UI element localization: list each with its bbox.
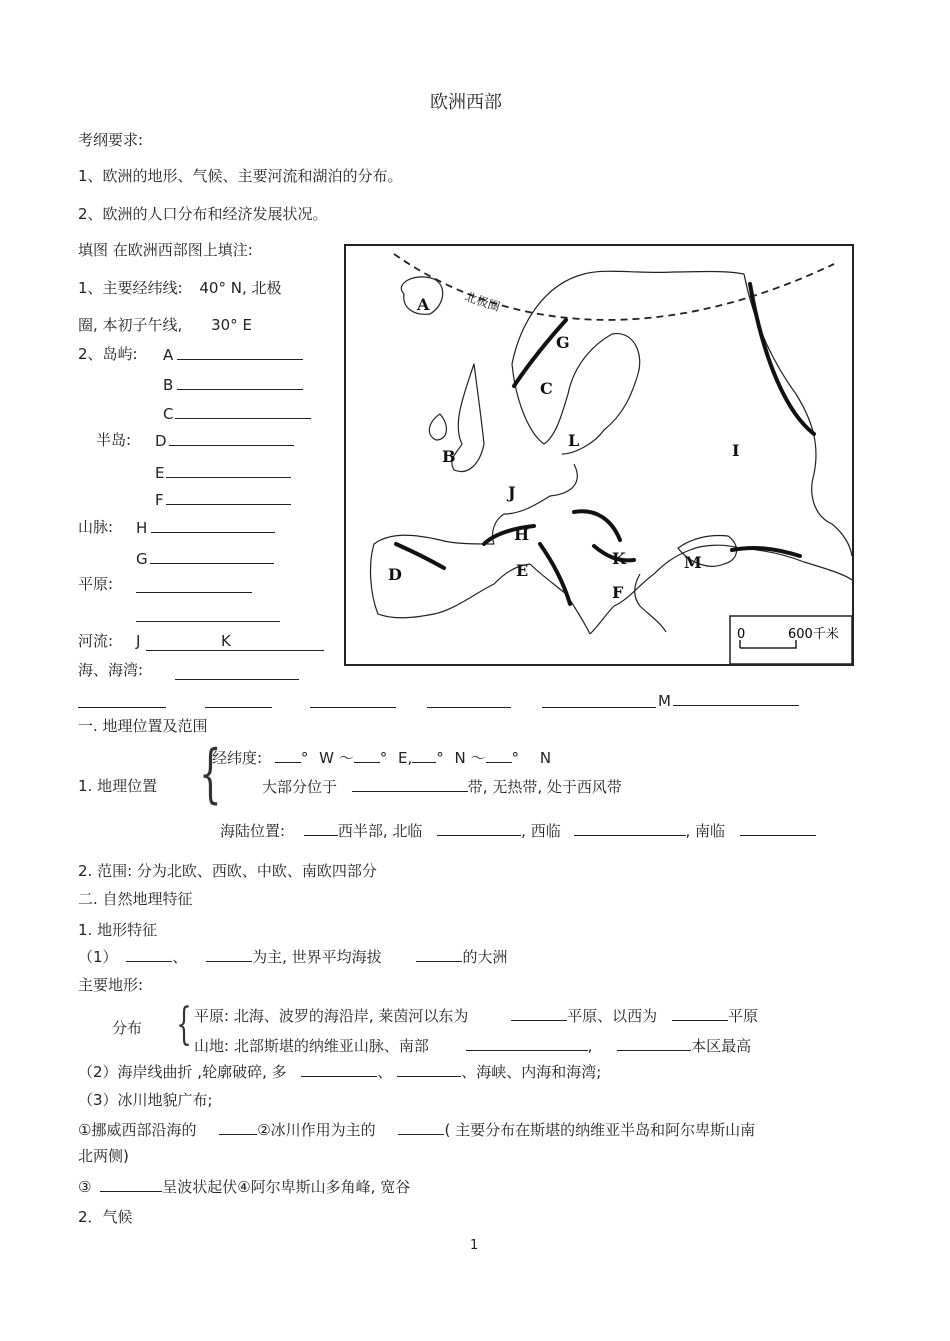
page-title: 欧洲西部 <box>430 92 502 113</box>
islands-label: 2、岛屿: <box>78 345 138 363</box>
geo-position-label: 1. 地理位置 <box>78 777 158 795</box>
glacier-row-2: 北两侧) <box>78 1147 129 1165</box>
blank-lat-3[interactable] <box>486 747 512 763</box>
blank-F[interactable]: F <box>155 489 291 510</box>
blank-E[interactable]: E <box>155 462 291 483</box>
main-terrain-label: 主要地形: <box>78 976 144 994</box>
blank-half[interactable] <box>304 820 338 836</box>
map-label-I: I <box>732 441 740 460</box>
plain-row: 平原: 北海、波罗的海沿岸, 莱茵河以东为 平原、以西为 平原 <box>194 1007 758 1025</box>
blank-H[interactable]: H <box>136 517 275 538</box>
map-label-H: H <box>514 525 530 544</box>
lat-lon-row: 经纬度: ° W ～ ° E, ° N ～ ° N <box>212 749 552 767</box>
lines-label: 1、主要经纬线: <box>78 279 183 297</box>
climate-zone-row: 大部分位于 带, 无热带, 处于西风带 <box>262 778 622 796</box>
lines-row-1 <box>78 278 282 298</box>
map-label-K: K <box>612 549 626 568</box>
blank-plain-1[interactable] <box>136 592 252 593</box>
climate-heading: 2．气候 <box>78 1208 133 1226</box>
europe-west-map <box>344 244 854 666</box>
blank-mountain-2[interactable] <box>617 1035 691 1051</box>
river-underline <box>146 650 324 651</box>
map-label-M: M <box>684 553 702 572</box>
blank-A[interactable]: A <box>163 344 303 365</box>
blank-lon-1[interactable] <box>354 747 380 763</box>
glacier-line: （3）冰川地貌广布; <box>78 1091 213 1109</box>
blank-terrain-2[interactable] <box>206 946 252 962</box>
map-label-E: E <box>516 561 529 580</box>
scale-zero: 0 <box>737 627 746 642</box>
map-label-B: B <box>442 447 456 466</box>
mountain-row: 山地: 北部斯堪的纳维亚山脉、南部 , 本区最高 <box>194 1037 752 1055</box>
blank-mountain-1[interactable] <box>466 1035 588 1051</box>
seas-label: 海、海湾: <box>78 661 144 679</box>
peninsula-label: 半岛: <box>96 431 132 449</box>
map-label-F: F <box>612 583 624 602</box>
section2-heading: 二. 自然地理特征 <box>78 890 193 908</box>
brace-icon: { <box>199 737 222 811</box>
blank-lat-1[interactable] <box>275 747 301 763</box>
rivers-label: 河流: <box>78 632 114 650</box>
blank-plain-east[interactable] <box>511 1005 567 1021</box>
terrain-heading: 1. 地形特征 <box>78 921 158 939</box>
blank-sea-6[interactable] <box>542 707 656 708</box>
blank-plain-west[interactable] <box>672 1005 728 1021</box>
distribution-label: 分布 <box>112 1019 143 1037</box>
terrain-row-1: （1） 、 为主, 世界平均海拔 的大洲 <box>78 948 508 966</box>
plains-label: 平原: <box>78 575 114 593</box>
blank-G[interactable]: G <box>136 548 274 569</box>
blank-C[interactable]: C <box>163 403 311 424</box>
blank-glacier-1[interactable] <box>219 1119 257 1135</box>
lines-meridian: 圈, 本初子午线, <box>78 316 183 334</box>
blank-plain-2[interactable] <box>136 621 280 622</box>
blank-west-adj[interactable] <box>574 820 686 836</box>
blank-sea-1[interactable] <box>175 679 299 680</box>
lines-lon: 30° E <box>211 316 252 334</box>
map-label-A: A <box>417 295 430 314</box>
sea-land-row: 海陆位置: 西半部, 北临 , 西临 , 南临 <box>220 820 816 841</box>
map-label-L: L <box>568 431 580 450</box>
lines-row-2 <box>78 315 252 335</box>
brace-icon: { <box>176 999 192 1050</box>
section1-heading: 一. 地理位置及范围 <box>78 717 208 735</box>
arctic-circle-label: 北极圈 <box>463 289 502 314</box>
blank-sea-3[interactable] <box>205 707 272 708</box>
blank-D[interactable]: D <box>155 430 294 451</box>
coast-row: （2）海岸线曲折 ,轮廓破碎, 多 、 、海峡、内海和海湾; <box>78 1063 602 1081</box>
blank-sea-4[interactable] <box>310 707 396 708</box>
map-label-J: J <box>508 483 516 502</box>
lines-lat: 40° N <box>199 279 242 297</box>
blank-sea-2[interactable] <box>78 707 166 708</box>
map-label-G: G <box>556 333 570 352</box>
syllabus-item: 1、欧洲的地形、气候、主要河流和湖泊的分布。 <box>78 167 403 185</box>
blank-K[interactable]: K <box>221 632 231 650</box>
blank-glacier-2[interactable] <box>398 1119 444 1135</box>
blank-north-adj[interactable] <box>437 820 521 836</box>
map-label-D: D <box>388 565 402 584</box>
blank-terrain-1[interactable] <box>126 946 172 962</box>
blank-sea-5[interactable] <box>427 707 511 708</box>
scale-text: 600千米 <box>788 627 839 642</box>
page-number: 1 <box>470 1238 479 1253</box>
blank-lat-2[interactable] <box>412 747 436 763</box>
blank-B[interactable]: B <box>163 374 303 395</box>
range-line: 2. 范围: 分为北欧、西欧、中欧、南欧四部分 <box>78 862 377 880</box>
syllabus-item: 2、欧洲的人口分布和经济发展状况。 <box>78 205 328 223</box>
glacier-row-1: ①挪威西部沿海的 ②冰川作用为主的 ( 主要分布在斯堪的纳维亚半岛和阿尔卑斯山南 <box>78 1121 756 1139</box>
blank-elevation[interactable] <box>416 946 462 962</box>
map-label-C: C <box>540 379 553 398</box>
blank-glacier-3[interactable] <box>100 1176 162 1192</box>
blank-M[interactable]: M <box>658 690 799 711</box>
blank-coast-2[interactable] <box>397 1061 461 1077</box>
blank-J[interactable]: J <box>136 632 141 650</box>
mountains-label: 山脉: <box>78 518 114 536</box>
blank-coast-1[interactable] <box>301 1061 377 1077</box>
syllabus-heading: 考纲要求: <box>78 131 144 149</box>
blank-zone[interactable] <box>352 776 468 792</box>
lines-arctic: , 北极 <box>241 279 282 297</box>
blank-south-adj[interactable] <box>740 820 816 836</box>
fill-map-intro: 填图 在欧洲西部图上填注: <box>78 241 253 259</box>
glacier-row-3: ③ 呈波状起伏④阿尔卑斯山多角峰, 宽谷 <box>78 1178 411 1196</box>
